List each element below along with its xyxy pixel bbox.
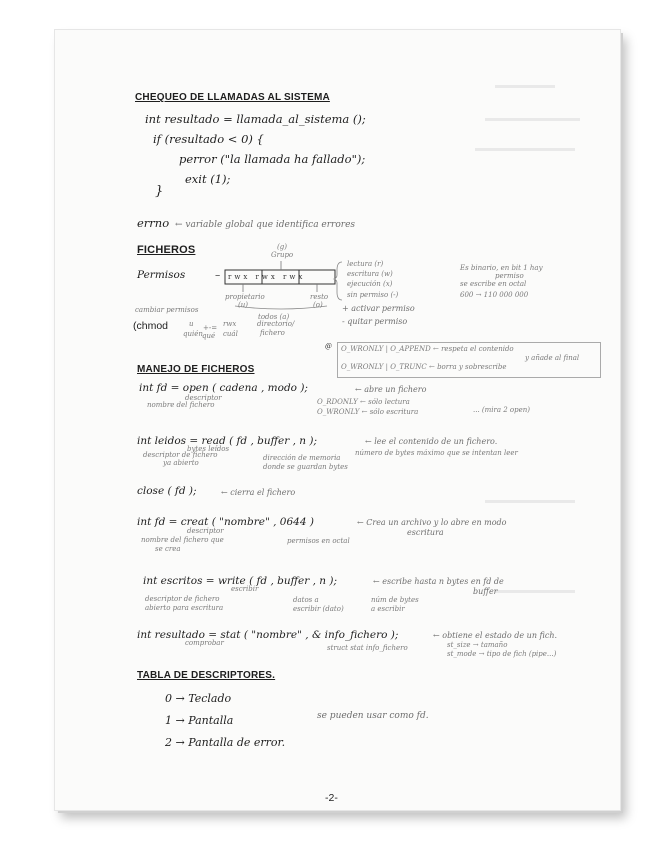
creat-hint: descriptor [187, 527, 224, 535]
minus-note: - quitar permiso [342, 317, 408, 326]
descriptor-note: se pueden usar como fd. [317, 711, 429, 721]
read-code: int leidos = read ( fd , buffer , n ); [137, 435, 318, 447]
creat-hint: nombre del fichero que [141, 536, 224, 544]
cambiar-permisos-label: cambiar permisos [135, 306, 199, 314]
grupo-letter: (g) [277, 243, 287, 251]
section-heading-chequeo: CHEQUEO DE LLAMADAS AL SISTEMA [135, 92, 330, 103]
open-mode: O_WRONLY ← sólo escritura [317, 408, 419, 416]
binary-note: permiso [495, 272, 524, 280]
perm-type: sin permiso (-) [347, 291, 399, 299]
write-hint: a escribir [371, 605, 405, 613]
chmod-op-hint: qué [202, 332, 216, 340]
code-line: } [155, 184, 164, 199]
flags-line: O_WRONLY | O_APPEND ← respeta el contenido [341, 345, 514, 353]
chmod-what-hint: cuál [223, 330, 238, 338]
chmod-label: chmod [136, 320, 169, 332]
stat-description: ← obtiene el estado de un fich. [433, 631, 558, 640]
close-description: ← cierra el fichero [221, 488, 296, 497]
write-hint: abierto para escritura [145, 604, 224, 612]
code-line: int resultado = llamada_al_sistema (); [145, 112, 366, 126]
chmod-file: fichero [260, 329, 285, 337]
read-hint: dirección de memoria [263, 454, 341, 462]
chmod-command: (chmod [133, 320, 169, 332]
perm-type: lectura (r) [347, 260, 384, 268]
errno-description: ← variable global que identifica errores [175, 220, 356, 230]
open-mode: ... (mira 2 open) [473, 406, 531, 414]
open-mode: O_RDONLY ← sólo lectura [317, 398, 410, 406]
write-hint: descriptor de fichero [145, 595, 220, 603]
section-heading-tabla: TABLA DE DESCRIPTORES. [137, 670, 276, 681]
document-page [55, 30, 620, 810]
resto-label: resto [310, 293, 329, 301]
descriptor-item: 1 → Pantalla [165, 714, 234, 727]
chmod-op: +-= [203, 324, 218, 332]
flags-line: y añade al final [525, 354, 580, 362]
chmod-who: u [189, 320, 194, 328]
write-hint: escribir (dato) [293, 605, 344, 613]
chmod-what: rwx [223, 320, 237, 328]
open-code: int fd = open ( cadena , modo ); [139, 382, 308, 394]
propietario-label: propietario [225, 293, 265, 301]
write-hint: escribir [231, 585, 259, 593]
descriptor-item: 2 → Pantalla de error. [165, 736, 286, 749]
write-hint: núm de bytes [371, 596, 419, 604]
permission-box-diagram [55, 30, 620, 810]
page-number: -2- [325, 792, 338, 804]
stat-hint: struct stat info_fichero [327, 644, 408, 652]
binary-note: se escribe en octal [460, 280, 527, 288]
grupo-label: Grupo [271, 251, 294, 259]
stat-hint: st_mode → tipo de fich (pipe...) [447, 650, 557, 658]
stat-code: int resultado = stat ( "nombre" , & info_fichero ); [137, 629, 399, 641]
dash: – [215, 269, 221, 281]
read-description: ← lee el contenido de un fichero. [365, 437, 498, 446]
section-heading-ficheros: FICHEROS [137, 244, 196, 256]
binary-note: Es binario, en bit 1 hay [460, 264, 543, 272]
creat-hint: permisos en octal [287, 537, 350, 545]
creat-hint: se crea [155, 545, 181, 553]
code-line: exit (1); [185, 172, 231, 186]
resto-letter: (o) [313, 301, 323, 309]
stat-hint: comprobar [185, 639, 224, 647]
errno-term: errno [137, 216, 170, 230]
creat-description: escritura [407, 528, 444, 537]
section-heading-manejo: MANEJO DE FICHEROS [137, 364, 255, 375]
read-hint: ya abierto [163, 459, 199, 467]
descriptor-item: 0 → Teclado [165, 692, 232, 705]
propietario-letter: (u) [238, 301, 248, 309]
code-line: if (resultado < 0) { [153, 132, 264, 146]
code-line: perror ("la llamada ha fallado"); [179, 152, 366, 166]
read-hint: número de bytes máximo que se intentan leer [355, 449, 518, 457]
write-description: buffer [473, 587, 498, 596]
perm-type: escritura (w) [347, 270, 393, 278]
creat-description: ← Crea un archivo y lo abre en modo [357, 518, 507, 527]
stat-hint: st_size → tamaño [447, 641, 508, 649]
read-hint: bytes leídos [187, 445, 230, 453]
flags-line: O_WRONLY | O_TRUNC ← borra y sobrescribe [341, 363, 507, 371]
binary-note: 600 → 110 000 000 [460, 291, 529, 299]
chmod-file: directorio/ [257, 320, 295, 328]
open-description: ← abre un fichero [355, 385, 427, 394]
chmod-who-hint: quién [183, 330, 203, 338]
read-hint: donde se guardan bytes [263, 463, 348, 471]
flags-marker: @ [325, 342, 332, 350]
write-code: int escritos = write ( fd , buffer , n ); [143, 575, 338, 587]
plus-note: + activar permiso [342, 304, 415, 313]
write-hint: datos a [293, 596, 319, 604]
read-hint: descriptor de fichero [143, 451, 218, 459]
open-hint: nombre del fichero [147, 401, 215, 409]
close-code: close ( fd ); [137, 485, 197, 497]
permission-box-text: rwx rwx rwx [228, 273, 306, 281]
todos-label: todos (a) [258, 313, 290, 321]
perm-type: ejecución (x) [347, 280, 393, 288]
permisos-label: Permisos [137, 269, 186, 281]
creat-code: int fd = creat ( "nombre" , 0644 ) [137, 516, 314, 528]
write-description: ← escribe hasta n bytes en fd de [373, 577, 504, 586]
open-hint: descriptor [185, 394, 222, 402]
